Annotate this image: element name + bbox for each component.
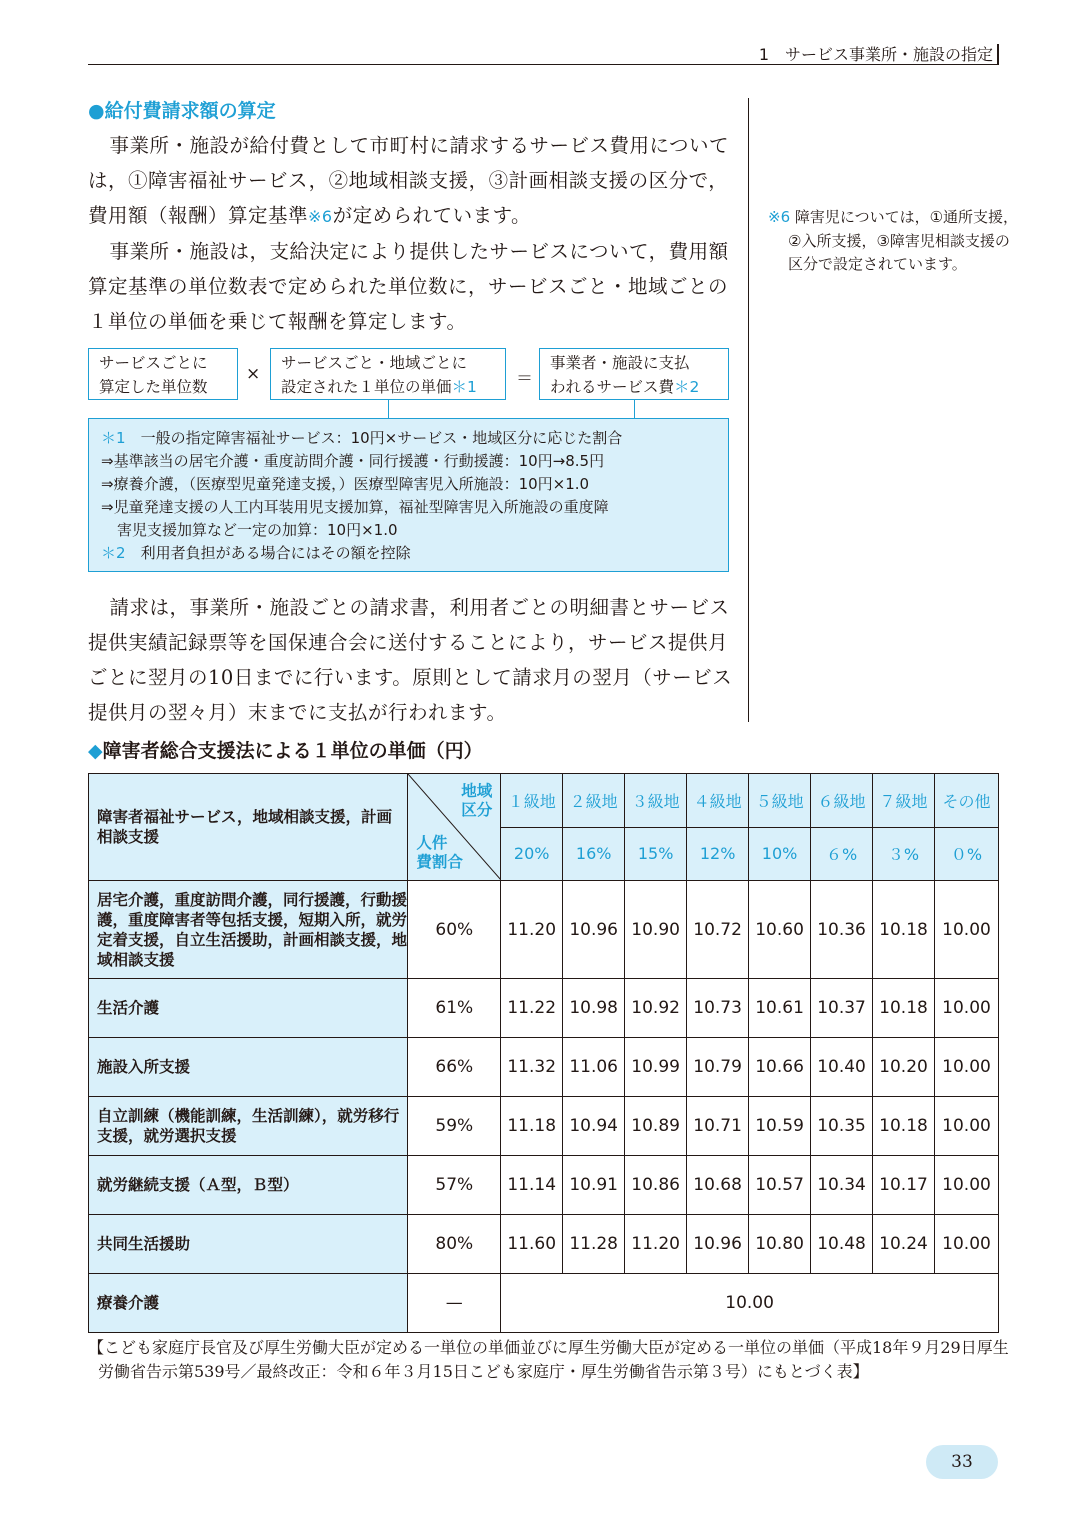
- section-title: ●給付費請求額の算定: [88, 100, 276, 122]
- rate-cell: 10.72: [687, 881, 749, 979]
- service-name: 自立訓練（機能訓練，生活訓練），就労移行支援，就労選択支援: [89, 1097, 408, 1156]
- rate-cell: 10.18: [873, 1097, 935, 1156]
- footnote-ref-6: ※6: [308, 207, 333, 226]
- header-bar: [997, 44, 999, 64]
- header-rule: [88, 64, 999, 65]
- service-name: 療養介護: [89, 1274, 408, 1333]
- rate-cell: 10.94: [563, 1097, 625, 1156]
- table-title-text: 障害者総合支援法による１単位の単価（円）: [102, 740, 483, 762]
- formula-equals: ＝: [516, 369, 533, 389]
- rate-cell: 10.59: [749, 1097, 811, 1156]
- table-title: [88, 736, 483, 763]
- rate-cell: 10.20: [873, 1038, 935, 1097]
- note-mark-2: ＊2: [101, 544, 126, 562]
- service-name: 居宅介護，重度訪問介護，同行援護，行動援護，重度障害者等包括支援，短期入所，就労定着支援，自立生活援助，計画相談支援，地域相談支援: [89, 881, 408, 979]
- rate-cell: 11.32: [501, 1038, 563, 1097]
- region-pct: ６%: [811, 827, 873, 881]
- paragraph-1: [88, 128, 733, 234]
- note-4b: 害児支援加算など一定の加算：10円×1.0: [117, 521, 398, 539]
- labor-ratio: 61%: [408, 979, 501, 1038]
- rate-cell: 10.35: [811, 1097, 873, 1156]
- note-5: 利用者負担がある場合にはその額を控除: [140, 544, 411, 562]
- rate-cell: 10.89: [625, 1097, 687, 1156]
- formula-box-units: [88, 348, 238, 400]
- rate-cell: 10.48: [811, 1215, 873, 1274]
- rate-cell: 10.90: [625, 881, 687, 979]
- rate-cell: 10.60: [749, 881, 811, 979]
- note-2: ⇒基準該当の居宅介護・重度訪問介護・同行援護・行動援護：10円→8.5円: [101, 452, 605, 470]
- region-header: ３級地: [625, 774, 687, 828]
- table-row: [89, 881, 999, 979]
- rate-cell: 11.60: [501, 1215, 563, 1274]
- paragraph-2: 事業所・施設は，支給決定により提供したサービスについて，費用額算定基準の単位数表で定められた単位数に，サービスごと・地域ごとの１単位の単価を乗じて報酬を算定します。: [88, 240, 729, 333]
- note-mark-1: ＊1: [101, 429, 126, 447]
- rate-cell: 10.00: [935, 1156, 999, 1215]
- rate-cell: 10.61: [749, 979, 811, 1038]
- formula-ref-2: ＊2: [674, 378, 700, 396]
- labor-ratio: 59%: [408, 1097, 501, 1156]
- page-number: 33: [926, 1445, 998, 1479]
- rate-cell: 11.20: [501, 881, 563, 979]
- connector-2: [634, 400, 635, 418]
- corner-region-label: 地域 区分: [461, 782, 493, 819]
- region-header: ７級地: [873, 774, 935, 828]
- corner-diagonal-cell: [408, 774, 501, 881]
- rate-cell: 11.06: [563, 1038, 625, 1097]
- labor-ratio: 60%: [408, 881, 501, 979]
- region-header: ５級地: [749, 774, 811, 828]
- rate-cell: 11.28: [563, 1215, 625, 1274]
- rate-cell: 10.00: [935, 1215, 999, 1274]
- region-pct: 15%: [625, 827, 687, 881]
- region-header: ６級地: [811, 774, 873, 828]
- service-name: 共同生活援助: [89, 1215, 408, 1274]
- rate-cell: 10.57: [749, 1156, 811, 1215]
- rate-cell: 11.18: [501, 1097, 563, 1156]
- rate-cell: 10.73: [687, 979, 749, 1038]
- side-note: [768, 206, 1023, 277]
- rate-cell: 10.37: [811, 979, 873, 1038]
- formula-box-fee-line2: われるサービス費: [550, 378, 675, 396]
- table-row: [89, 1097, 999, 1156]
- rate-cell: 10.68: [687, 1156, 749, 1215]
- rate-cell: 10.99: [625, 1038, 687, 1097]
- rate-cell: 10.96: [687, 1215, 749, 1274]
- table-row: [89, 1038, 999, 1097]
- formula-box-units-line2: 算定した単位数: [99, 378, 208, 396]
- region-header: １級地: [501, 774, 563, 828]
- rate-cell: 10.24: [873, 1215, 935, 1274]
- rate-cell: 10.80: [749, 1215, 811, 1274]
- rate-cell: 10.66: [749, 1038, 811, 1097]
- service-name: 生活介護: [89, 979, 408, 1038]
- rate-cell: 10.79: [687, 1038, 749, 1097]
- formula-times: ×: [246, 364, 261, 384]
- rate-cell: 11.14: [501, 1156, 563, 1215]
- region-pct: 12%: [687, 827, 749, 881]
- connector-1: [388, 400, 389, 418]
- table-row: [89, 1156, 999, 1215]
- formula-box-fee-line1: 事業者・施設に支払: [550, 354, 690, 372]
- labor-ratio: 57%: [408, 1156, 501, 1215]
- paragraph-1-text-a: 事業所・施設が給付費として市町村に請求するサービス費用については，①障害福祉サービス，②地域相談支援，③計画相談支援の区分で，費用額（報酬）算定基準: [88, 134, 730, 227]
- rate-cell: 10.40: [811, 1038, 873, 1097]
- service-name: 施設入所支援: [89, 1038, 408, 1097]
- formula-box-unit-price: [270, 348, 506, 400]
- rate-cell: 10.91: [563, 1156, 625, 1215]
- rate-cell: 10.36: [811, 881, 873, 979]
- corner-service-label: 障害者福祉サービス，地域相談支援，計画相談支援: [89, 774, 408, 881]
- formula-box-fee: [539, 348, 729, 400]
- rate-cell: 10.86: [625, 1156, 687, 1215]
- rate-cell: 10.34: [811, 1156, 873, 1215]
- region-header: ４級地: [687, 774, 749, 828]
- paragraph-1-text-b: が定められています。: [332, 204, 532, 227]
- diamond-icon: ◆: [88, 740, 103, 762]
- rate-cell: 10.71: [687, 1097, 749, 1156]
- formula-box-unit-price-line2: 設定された１単位の単価: [281, 378, 452, 396]
- column-divider: [748, 98, 749, 722]
- rate-cell: 10.96: [563, 881, 625, 979]
- source-citation: 【こども家庭庁長官及び厚生労働大臣が定める一単位の単価並びに厚生労働大臣が定める一単位の単価（平成18年９月29日厚生労働省告示第539号／最終改正：令和６年３月15日こども家庭庁・厚生労働省告示第３号）にもとづく表】: [88, 1338, 1009, 1381]
- rate-cell: 10.00: [935, 1038, 999, 1097]
- region-pct: 16%: [563, 827, 625, 881]
- rate-cell: 10.98: [563, 979, 625, 1038]
- region-pct: ０%: [935, 827, 999, 881]
- paragraph-3: 請求は，事業所・施設ごとの請求書，利用者ごとの明細書とサービス提供実績記録票等を国保連合会に送付することにより，サービス提供月ごとに翌月の10日までに行います。原則として請求月の翌月（サービス提供月の翌々月）末までに支払が行われます。: [88, 596, 733, 724]
- rate-cell: 10.17: [873, 1156, 935, 1215]
- corner-labor-label: 人件 費割合: [416, 834, 463, 871]
- note-3: ⇒療養介護，（医療型児童発達支援，）医療型障害児入所施設：10円×1.0: [101, 475, 590, 493]
- table-row: [89, 979, 999, 1038]
- table-row: [89, 1274, 999, 1333]
- formula-ref-1: ＊1: [451, 378, 477, 396]
- labor-ratio: 66%: [408, 1038, 501, 1097]
- running-header-title: 1 サービス事業所・施設の指定: [758, 45, 993, 64]
- region-pct: 10%: [749, 827, 811, 881]
- rate-cell: 10.00: [935, 881, 999, 979]
- side-note-text: 障害児については，①通所支援，②入所支援，③障害児相談支援の区分で設定されています。: [788, 208, 1019, 273]
- region-pct: 20%: [501, 827, 563, 881]
- service-name: 就労継続支援（Ａ型，Ｂ型）: [89, 1156, 408, 1215]
- formula-notes: [88, 418, 729, 572]
- note-4: ⇒児童発達支援の人工内耳装用児支援加算，福祉型障害児入所施設の重度障: [101, 498, 609, 516]
- region-pct: ３%: [873, 827, 935, 881]
- formula-box-units-line1: サービスごとに: [99, 354, 208, 372]
- rate-cell: 10.00: [935, 979, 999, 1038]
- note-1: 一般の指定障害福祉サービス：10円×サービス・地域区分に応じた割合: [140, 429, 623, 447]
- rate-cell: 11.22: [501, 979, 563, 1038]
- rate-cell: 10.18: [873, 979, 935, 1038]
- rate-cell: 10.18: [873, 881, 935, 979]
- unit-price-table: [88, 773, 999, 1333]
- table-row: [89, 1215, 999, 1274]
- region-header: ２級地: [563, 774, 625, 828]
- rate-cell-merged: 10.00: [501, 1274, 999, 1333]
- formula-box-unit-price-line1: サービスごと・地域ごとに: [281, 354, 468, 372]
- region-header: その他: [935, 774, 999, 828]
- rate-cell: 10.00: [935, 1097, 999, 1156]
- labor-ratio: 80%: [408, 1215, 501, 1274]
- rate-cell: 11.20: [625, 1215, 687, 1274]
- side-note-ref: ※6: [768, 208, 791, 226]
- labor-ratio: —: [408, 1274, 501, 1333]
- rate-cell: 10.92: [625, 979, 687, 1038]
- running-header: [759, 42, 999, 65]
